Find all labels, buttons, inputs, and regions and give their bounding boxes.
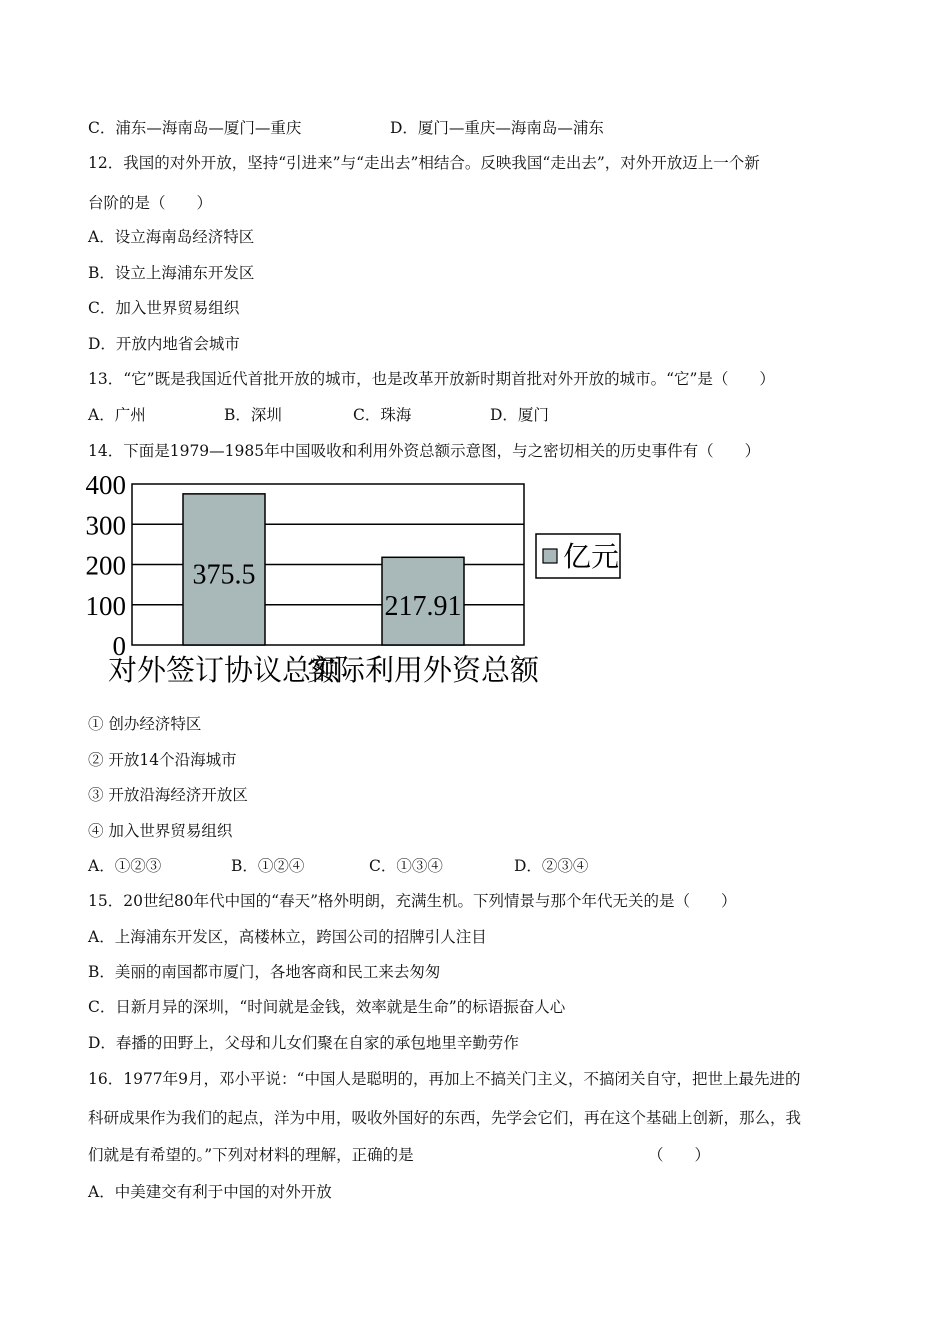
x-category-label: 实际利用外资总额 [306, 655, 540, 687]
q14-option-c: C．①③④ [369, 857, 443, 875]
q12-option-b: B．设立上海浦东开发区 [88, 264, 255, 282]
q16-answer-bracket: （ ） [648, 1146, 711, 1164]
foreign-investment-chart [86, 470, 646, 692]
bar-value-label: 217.91 [384, 591, 462, 623]
q13-option-b: B．深圳 [224, 406, 282, 424]
q14-option-d: D．②③④ [514, 857, 589, 875]
y-tick-label: 300 [86, 510, 126, 541]
q14-item-2: ② 开放14个沿海城市 [88, 751, 237, 769]
q13-option-c: C．珠海 [353, 406, 412, 424]
q16-stem-line2: 科研成果作为我们的起点，洋为中用，吸收外国好的东西，先学会它们，再在这个基础上创新，那么，我 [88, 1109, 802, 1127]
q15-option-c: C．日新月异的深圳，“时间就是金钱，效率就是生命”的标语振奋人心 [88, 998, 566, 1016]
q16-option-a: A．中美建交有利于中国的对外开放 [88, 1183, 332, 1201]
legend-label: 亿元 [563, 542, 620, 573]
q12-option-c: C．加入世界贸易组织 [88, 299, 240, 317]
q11-option-d: D．厦门—重庆—海南岛—浦东 [390, 119, 604, 137]
q15-stem: 15．20世纪80年代中国的“春天”格外明朗，充满生机。下列情景与那个年代无关的是（ ） [88, 892, 737, 910]
legend-swatch [543, 549, 557, 563]
q14-option-a: A．①②③ [88, 857, 162, 875]
q13-option-d: D．厦门 [490, 406, 549, 424]
x-category-label: 对外签订协议总额 [107, 655, 341, 687]
q11-option-c: C．浦东—海南岛—厦门—重庆 [88, 119, 302, 137]
q13-stem: 13．“它”既是我国近代首批开放的城市，也是改革开放新时期首批对外开放的城市。“它”是（ ） [88, 370, 775, 388]
bar-value-label: 375.5 [192, 559, 256, 591]
q15-option-a: A．上海浦东开发区，高楼林立，跨国公司的招牌引人注目 [88, 928, 487, 946]
q14-stem: 14．下面是1979—1985年中国吸收和利用外资总额示意图，与之密切相关的历史事件有（ ） [88, 442, 761, 460]
q15-option-b: B．美丽的南国都市厦门，各地客商和民工来去匆匆 [88, 963, 441, 981]
q15-option-d: D．春播的田野上，父母和儿女们聚在自家的承包地里辛勤劳作 [88, 1034, 519, 1052]
legend [536, 534, 620, 578]
q12-option-d: D．开放内地省会城市 [88, 335, 240, 353]
q12-stem-line1: 12．我国的对外开放，坚持“引进来”与“走出去”相结合。反映我国“走出去”，对外开放迈上一个新 [88, 154, 760, 172]
y-tick-label: 0 [112, 631, 126, 661]
q14-item-4: ④ 加入世界贸易组织 [88, 822, 233, 840]
q14-item-1: ① 创办经济特区 [88, 715, 202, 733]
q16-stem-line3: 们就是有希望的。”下列对材料的理解，正确的是 [88, 1146, 414, 1164]
q14-option-b: B．①②④ [231, 857, 305, 875]
q14-item-3: ③ 开放沿海经济开放区 [88, 786, 248, 804]
q13-option-a: A．广州 [88, 406, 146, 424]
y-tick-label: 100 [86, 590, 126, 621]
q16-stem-line1: 16．1977年9月，邓小平说：“中国人是聪明的，再加上不搞关门主义，不搞闭关自守，把世上最先进的 [88, 1070, 801, 1088]
q12-stem-line2: 台阶的是（ ） [88, 194, 213, 212]
q12-option-a: A．设立海南岛经济特区 [88, 228, 255, 246]
y-tick-label: 200 [86, 550, 126, 581]
y-tick-label: 400 [86, 470, 126, 500]
